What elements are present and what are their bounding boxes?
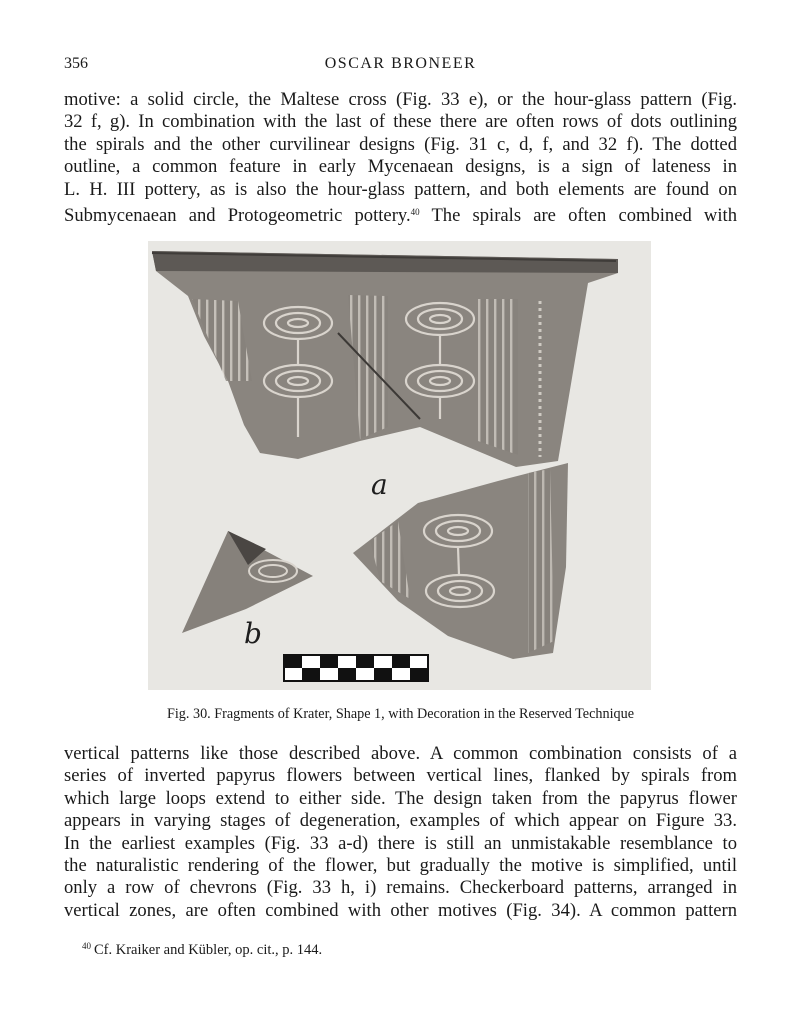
- paragraph-bottom: [64, 743, 737, 922]
- text-line: [64, 201, 737, 227]
- figure-photograph: [148, 241, 651, 690]
- figure-label-a: a: [371, 468, 388, 501]
- text-line-part: Submycenaean and Protogeometric pottery.: [64, 205, 411, 227]
- text-line: the naturalistic rendering of the flower, but gradually the motive is simplified, until: [64, 855, 737, 877]
- text-line: 32 f, g). In combination with the last of these there are often rows of dots outlining: [64, 111, 737, 133]
- figure-label-b: b: [244, 617, 262, 650]
- text-line: In the earliest examples (Fig. 33 a-d) there is still an unmistakable resemblance to: [64, 832, 737, 854]
- text-line: motive: a solid circle, the Maltese cross (Fig. 33 e), or the hour-glass pattern (Fig.: [64, 89, 737, 110]
- paragraph-top: [64, 89, 737, 227]
- text-line: the spirals and the other curvilinear designs (Fig. 31 c, d, f, and 32 f). The dotted: [64, 133, 737, 155]
- footnote-reference[interactable]: 40: [410, 207, 420, 218]
- text-line: which large loops extend to either side. The design taken from the papyrus flower: [64, 787, 737, 809]
- figure-caption: Fig. 30. Fragments of Krater, Shape 1, with Decoration in the Reserved Technique: [166, 706, 635, 722]
- footnote: [82, 941, 322, 959]
- text-line: L. H. III pottery, as is also the hour-glass pattern, and both elements are found on: [64, 178, 737, 200]
- footnote-marker: 40: [82, 941, 91, 951]
- text-line-part: The spirals are often combined with: [419, 205, 737, 227]
- footnote-text: Cf. Kraiker and Kübler, op. cit., p. 144.: [94, 942, 323, 958]
- text-line: vertical zones, are often combined with other motives (Fig. 34). A common pattern: [64, 899, 737, 921]
- page-number: 356: [64, 55, 88, 72]
- krater-fragments-image: [148, 241, 651, 690]
- running-head: OSCAR BRONEER: [324, 55, 477, 72]
- scale-bar: [284, 655, 428, 681]
- text-line: only a row of chevrons (Fig. 33 h, i) remains. Checkerboard patterns, arranged in: [64, 877, 737, 899]
- text-line: series of inverted papyrus flowers between vertical lines, flanked by spirals from: [64, 765, 737, 787]
- text-line: appears in varying stages of degeneration, examples of which appear on Figure 33.: [64, 810, 737, 832]
- text-line: vertical patterns like those described above. A common combination consists of a: [64, 743, 737, 764]
- text-line: outline, a common feature in early Mycenaean designs, is a sign of lateness in: [64, 156, 737, 178]
